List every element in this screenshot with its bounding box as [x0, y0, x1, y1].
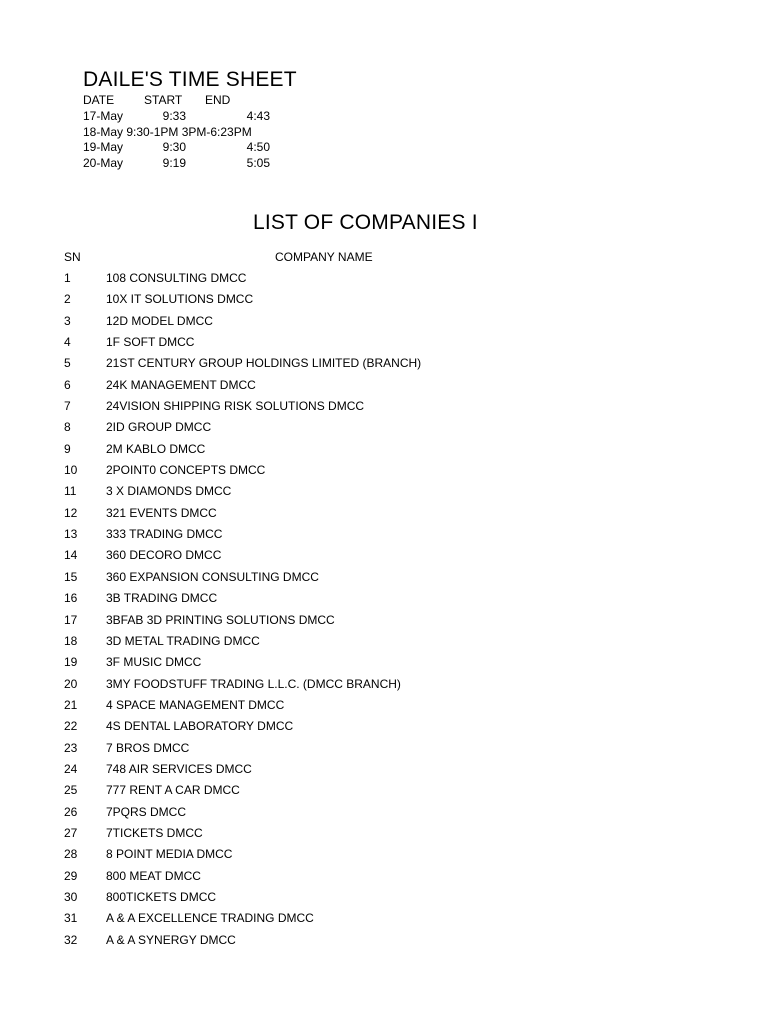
- table-row: [0, 588, 768, 609]
- table-row: [0, 908, 768, 929]
- company-sn: 19: [64, 655, 78, 670]
- company-sn: 22: [64, 719, 78, 734]
- company-name: 3BFAB 3D PRINTING SOLUTIONS DMCC: [106, 612, 335, 627]
- company-sn: 30: [64, 889, 78, 904]
- table-row: [0, 844, 768, 865]
- table-row: [0, 866, 768, 887]
- company-name: 21ST CENTURY GROUP HOLDINGS LIMITED (BRANCH): [106, 356, 422, 371]
- table-row: [0, 674, 768, 695]
- timesheet-end: 4:43: [246, 108, 270, 123]
- timesheet-header-date: DATE: [83, 93, 115, 107]
- company-name: 333 TRADING DMCC: [106, 527, 223, 542]
- table-row: [0, 396, 768, 417]
- table-row: [0, 652, 768, 673]
- company-name: 7 BROS DMCC: [106, 740, 190, 755]
- table-row: [0, 268, 768, 289]
- table-row: [0, 332, 768, 353]
- company-name: 748 AIR SERVICES DMCC: [106, 761, 252, 776]
- company-sn: 1: [64, 271, 71, 285]
- company-name: A & A SYNERGY DMCC: [106, 932, 236, 947]
- company-sn: 28: [64, 847, 78, 862]
- company-name: 8 POINT MEDIA DMCC: [106, 847, 233, 862]
- company-sn: 24: [64, 761, 78, 776]
- company-sn: 31: [64, 911, 78, 926]
- company-sn: 6: [64, 377, 71, 392]
- company-sn: 4: [64, 335, 71, 350]
- table-row: [0, 353, 768, 374]
- company-sn: 13: [64, 527, 78, 542]
- company-sn: 21: [64, 697, 78, 712]
- company-sn: 20: [64, 676, 78, 691]
- company-name: 7TICKETS DMCC: [106, 825, 203, 840]
- table-row: [0, 887, 768, 908]
- timesheet-title: DAILE'S TIME SHEET: [83, 68, 297, 91]
- company-sn: 29: [64, 868, 78, 883]
- timesheet-start: 9:30: [162, 140, 186, 155]
- table-row: [0, 802, 768, 823]
- table-row: [0, 631, 768, 652]
- company-name: 3B TRADING DMCC: [106, 591, 218, 606]
- company-name: 360 DECORO DMCC: [106, 548, 222, 563]
- companies-title: LIST OF COMPANIES I: [253, 211, 478, 234]
- table-row: [0, 481, 768, 502]
- company-name: 3F MUSIC DMCC: [106, 655, 202, 670]
- company-name: 1F SOFT DMCC: [106, 335, 195, 350]
- company-name: 4 SPACE MANAGEMENT DMCC: [106, 697, 285, 712]
- table-row: [0, 738, 768, 759]
- table-row: [0, 417, 768, 438]
- company-name: 12D MODEL DMCC: [106, 313, 213, 328]
- company-sn: 32: [64, 932, 78, 947]
- company-sn: 26: [64, 804, 78, 819]
- company-sn: 3: [64, 313, 71, 328]
- companies-header-name: COMPANY NAME: [275, 250, 373, 264]
- table-row: [0, 930, 768, 951]
- table-row: [0, 759, 768, 780]
- table-row: [0, 545, 768, 566]
- company-name: 24VISION SHIPPING RISK SOLUTIONS DMCC: [106, 399, 365, 414]
- companies-table: [0, 268, 768, 951]
- company-name: 777 RENT A CAR DMCC: [106, 783, 240, 798]
- company-name: 108 CONSULTING DMCC: [106, 271, 247, 285]
- company-sn: 15: [64, 569, 78, 584]
- company-name: 2M KABLO DMCC: [106, 441, 206, 456]
- company-name: 360 EXPANSION CONSULTING DMCC: [106, 569, 319, 584]
- timesheet-row-text: 18-May 9:30-1PM 3PM-6:23PM: [83, 124, 252, 139]
- timesheet-date: 19-May: [83, 140, 124, 155]
- company-sn: 23: [64, 740, 78, 755]
- company-name: 3D METAL TRADING DMCC: [106, 633, 260, 648]
- timesheet-date: 20-May: [83, 156, 124, 171]
- company-name: 800TICKETS DMCC: [106, 889, 217, 904]
- company-sn: 25: [64, 783, 78, 798]
- company-sn: 7: [64, 399, 71, 414]
- company-name: 4S DENTAL LABORATORY DMCC: [106, 719, 294, 734]
- table-row: [0, 375, 768, 396]
- company-name: 3 X DIAMONDS DMCC: [106, 484, 232, 499]
- timesheet-start: 9:33: [162, 108, 186, 123]
- company-name: 3MY FOODSTUFF TRADING L.L.C. (DMCC BRANCH): [106, 676, 401, 691]
- companies-header-sn: SN: [64, 250, 81, 264]
- table-row: [0, 695, 768, 716]
- company-sn: 16: [64, 591, 78, 606]
- company-name: 24K MANAGEMENT DMCC: [106, 377, 256, 392]
- table-row: [0, 524, 768, 545]
- table-row: [0, 716, 768, 737]
- timesheet-end: 4:50: [246, 140, 270, 155]
- timesheet-start: 9:19: [162, 156, 186, 171]
- table-row: [0, 567, 768, 588]
- company-name: 2ID GROUP DMCC: [106, 420, 212, 435]
- company-name: 800 MEAT DMCC: [106, 868, 201, 883]
- table-row: [0, 289, 768, 310]
- company-sn: 5: [64, 356, 71, 371]
- company-name: 2POINT0 CONCEPTS DMCC: [106, 463, 266, 478]
- timesheet-header-end: END: [205, 93, 231, 107]
- company-sn: 12: [64, 505, 78, 520]
- table-row: [0, 439, 768, 460]
- company-sn: 11: [64, 484, 77, 499]
- company-sn: 2: [64, 292, 71, 307]
- company-name: 7PQRS DMCC: [106, 804, 187, 819]
- timesheet-end: 5:05: [246, 156, 270, 171]
- company-name: 321 EVENTS DMCC: [106, 505, 217, 520]
- table-row: [0, 823, 768, 844]
- timesheet-header-start: START: [144, 93, 183, 107]
- table-row: [0, 460, 768, 481]
- timesheet-date: 17-May: [83, 108, 124, 123]
- company-sn: 14: [64, 548, 78, 563]
- company-sn: 9: [64, 441, 71, 456]
- company-sn: 27: [64, 825, 78, 840]
- company-sn: 10: [64, 463, 78, 478]
- company-sn: 18: [64, 633, 78, 648]
- company-name: A & A EXCELLENCE TRADING DMCC: [106, 911, 314, 926]
- table-row: [0, 610, 768, 631]
- company-sn: 8: [64, 420, 71, 435]
- table-row: [0, 780, 768, 801]
- table-row: [0, 503, 768, 524]
- table-row: [0, 311, 768, 332]
- company-name: 10X IT SOLUTIONS DMCC: [106, 292, 254, 307]
- company-sn: 17: [64, 612, 78, 627]
